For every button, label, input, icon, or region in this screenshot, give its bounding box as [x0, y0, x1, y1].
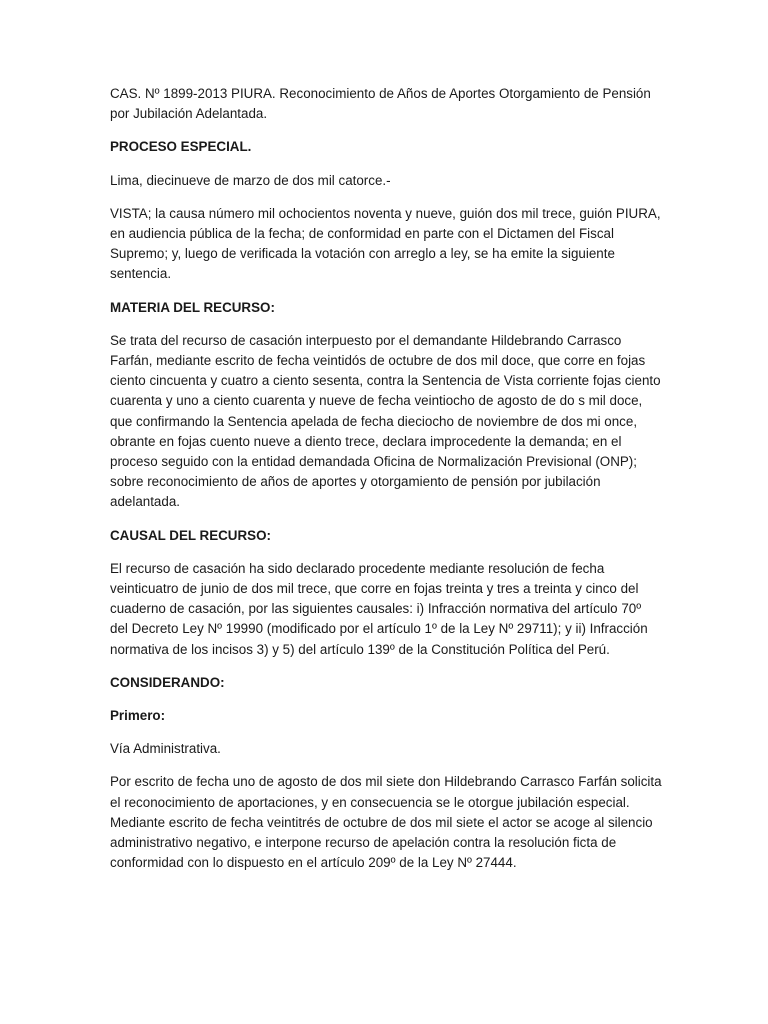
- por-escrito-paragraph: Por escrito de fecha uno de agosto de dos mil siete don Hildebrando Carrasco Farfán solicita el reconocimiento de aportaciones, y en consecuencia se le otorgue jubilación especial. Mediante escrito de fecha veintitrés de octubre de dos mil siete el actor se acoge al silencio administrativo negativo, e interpone recurso de apelación contra la resolución ficta de conformidad con lo dispuesto en el artículo 209º de la Ley Nº 27444.: [110, 774, 662, 871]
- causal-heading: CAUSAL DEL RECURSO:: [110, 527, 271, 543]
- via-line: Vía Administrativa.: [110, 741, 221, 757]
- case-header: CAS. Nº 1899-2013 PIURA. Reconocimiento de Años de Aportes Otorgamiento de Pensión por Jubilación Adelantada.: [110, 86, 651, 122]
- causal-paragraph: El recurso de casación ha sido declarado procedente mediante resolución de fecha veinticuatro de junio de dos mil trece, que corre en fojas treinta y tres a treinta y cinco del cuaderno de casación, por las siguientes causales: i) Infracción normativa del artículo 70º del Decreto Ley Nº 19990 (modificado por el artículo 1º de la Ley Nº 29711); y ii) Infracción normativa de los incisos 3) y 5) del artículo 139º de la Constitución Política del Perú.: [110, 560, 648, 657]
- document-body: [110, 84, 662, 887]
- materia-heading: MATERIA DEL RECURSO:: [110, 299, 275, 315]
- considerando-heading: CONSIDERANDO:: [110, 674, 225, 690]
- date-line: Lima, diecinueve de marzo de dos mil catorce.-: [110, 172, 391, 188]
- vista-paragraph: VISTA; la causa número mil ochocientos noventa y nueve, guión dos mil trece, guión PIURA, en audiencia pública de la fecha; de conformidad en parte con el Dictamen del Fiscal Supremo; y, luego de verificada la votación con arreglo a ley, se ha emite la siguiente sentencia.: [110, 205, 661, 282]
- materia-paragraph: Se trata del recurso de casación interpuesto por el demandante Hildebrando Carrasco Farfán, mediante escrito de fecha veintidós de octubre de dos mil doce, que corre en fojas ciento cincuenta y cuatro a ciento sesenta, contra la Sentencia de Vista corriente fojas ciento cuarenta y uno a ciento cuarenta y nueve de fecha veintiocho de agosto de do s mil doce, que confirmando la Sentencia apelada de fecha dieciocho de noviembre de dos mi once, obrante en fojas cuento nueve a diento trece, declara improcedente la demanda; en el proceso seguido con la entidad demandada Oficina de Normalización Previsional (ONP); sobre reconocimiento de años de aportes y otorgamiento de pensión por jubilación adelantada.: [110, 332, 661, 510]
- proceso-heading: PROCESO ESPECIAL.: [110, 139, 252, 155]
- primero-heading: Primero:: [110, 708, 166, 724]
